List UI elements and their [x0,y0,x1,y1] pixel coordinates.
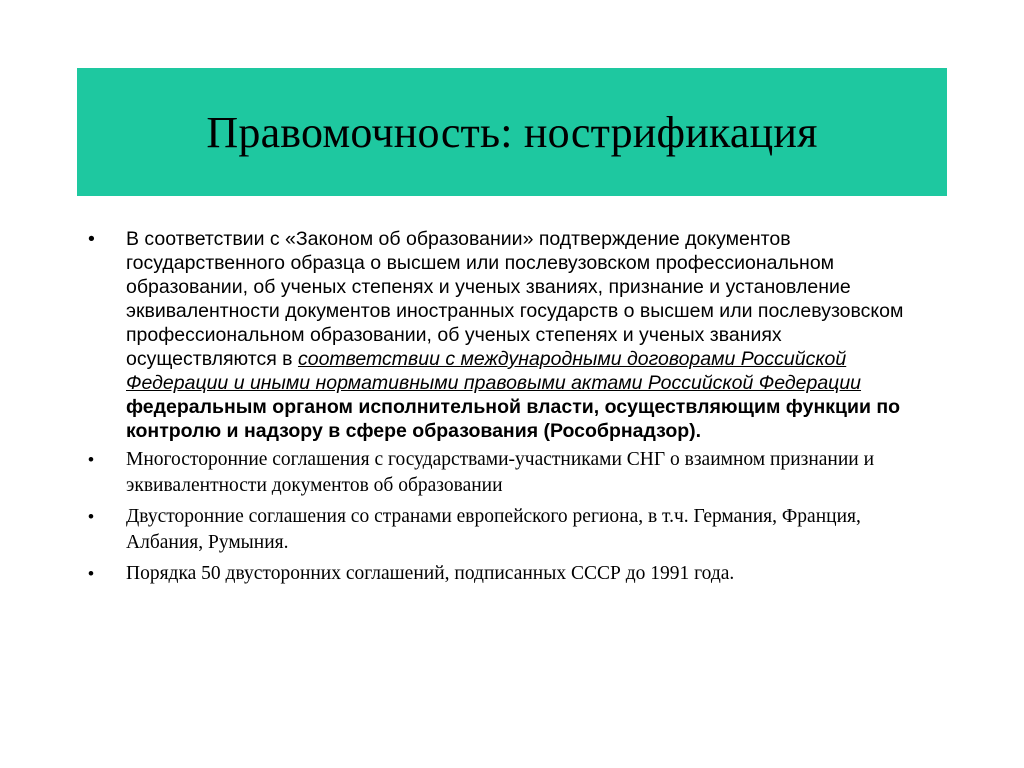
title-band [77,68,947,196]
bullet-text-lead: В соответствии с «Законом об образовании» подтверждение документов государственного образца о высшем или послевузовском профессиональном образовании, об ученых степенях и ученых званиях, признание и установление эквивалентности документов иностранных государств о высшем или послевузовском профессиональном образовании, об ученых степенях и ученых званиях осуществляются в [126,228,904,370]
bullet-text-authority: федеральным органом исполнительной власти, осуществляющим функции по контролю и надзору в сфере образования (Рособрнадзор). [126,396,901,442]
slide-title: Правомочность: нострификация [206,107,818,157]
bullet-item-ussr [86,561,931,587]
bullet-text: Порядка 50 двусторонних соглашений, подписанных СССР до 1991 года. [126,563,735,584]
bullet-dot-icon: • [88,450,94,469]
bullet-text: Двусторонние соглашения со странами европейского региона, в т.ч. Германия, Франция, Албания, Румыния. [126,506,861,553]
bullet-item-cis [86,447,931,499]
bullet-list [86,227,931,592]
bullet-dot-icon: • [88,228,95,250]
bullet-dot-icon: • [88,564,94,583]
legal-acts-link[interactable]: соответствии с международными договорами Российской Федерации и иными нормативными правовыми актами Российской Федерации [126,348,862,394]
bullet-item-europe [86,504,931,556]
bullet-dot-icon: • [88,507,94,526]
bullet-item-law [86,227,931,443]
bullet-text: Многосторонние соглашения с государствами-участниками СНГ о взаимном признании и эквивалентности документов об образовании [126,449,875,496]
